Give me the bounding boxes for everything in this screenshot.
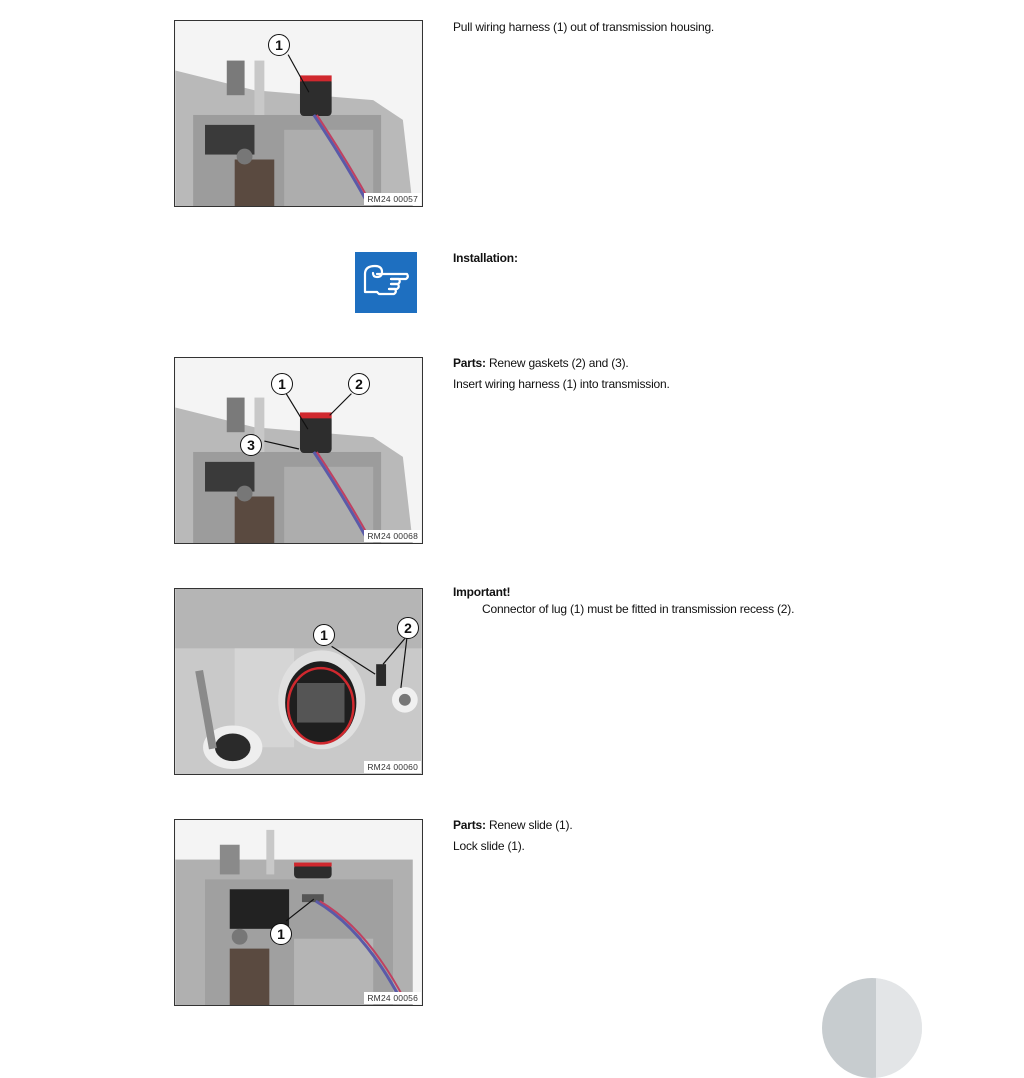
step-3-text xyxy=(453,353,670,395)
connector-closeup-photo xyxy=(175,589,422,774)
transmission-photo xyxy=(175,358,422,543)
callout-1: 1 xyxy=(271,373,293,395)
step-5-text xyxy=(453,815,572,857)
figure-reference: RM24 00068 xyxy=(364,530,421,542)
instruction-line: Pull wiring harness (1) out of transmission housing. xyxy=(453,20,715,34)
figure-reference: RM24 00056 xyxy=(364,992,421,1004)
instruction-line: Connector of lug (1) must be fitted in transmission recess (2). xyxy=(482,602,795,616)
callout-2: 2 xyxy=(397,617,419,639)
callout-3: 3 xyxy=(240,434,262,456)
callout-1: 1 xyxy=(270,923,292,945)
callout-1: 1 xyxy=(313,624,335,646)
installation-heading: Installation: xyxy=(453,251,518,265)
step-1-text xyxy=(453,17,714,38)
important-label: Important! xyxy=(453,585,511,599)
instruction-line: Insert wiring harness (1) into transmission. xyxy=(453,377,670,391)
watermark-logo-icon xyxy=(822,978,922,1078)
instruction-line: Lock slide (1). xyxy=(453,839,525,853)
instruction-line: Parts: Renew gaskets (2) and (3). xyxy=(453,356,629,370)
figure-rm24-00068 xyxy=(174,357,423,544)
step-4-text xyxy=(453,584,794,618)
figure-rm24-00060 xyxy=(174,588,423,775)
note-icon-box xyxy=(355,252,417,313)
callout-2: 2 xyxy=(348,373,370,395)
figure-rm24-00057 xyxy=(174,20,423,207)
transmission-photo xyxy=(175,21,422,206)
transmission-photo xyxy=(175,820,422,1005)
figure-reference: RM24 00060 xyxy=(364,761,421,773)
instruction-line: Parts: Renew slide (1). xyxy=(453,818,573,832)
figure-reference: RM24 00057 xyxy=(364,193,421,205)
figure-rm24-00056 xyxy=(174,819,423,1006)
callout-1: 1 xyxy=(268,34,290,56)
pointing-hand-note-icon xyxy=(355,252,417,313)
